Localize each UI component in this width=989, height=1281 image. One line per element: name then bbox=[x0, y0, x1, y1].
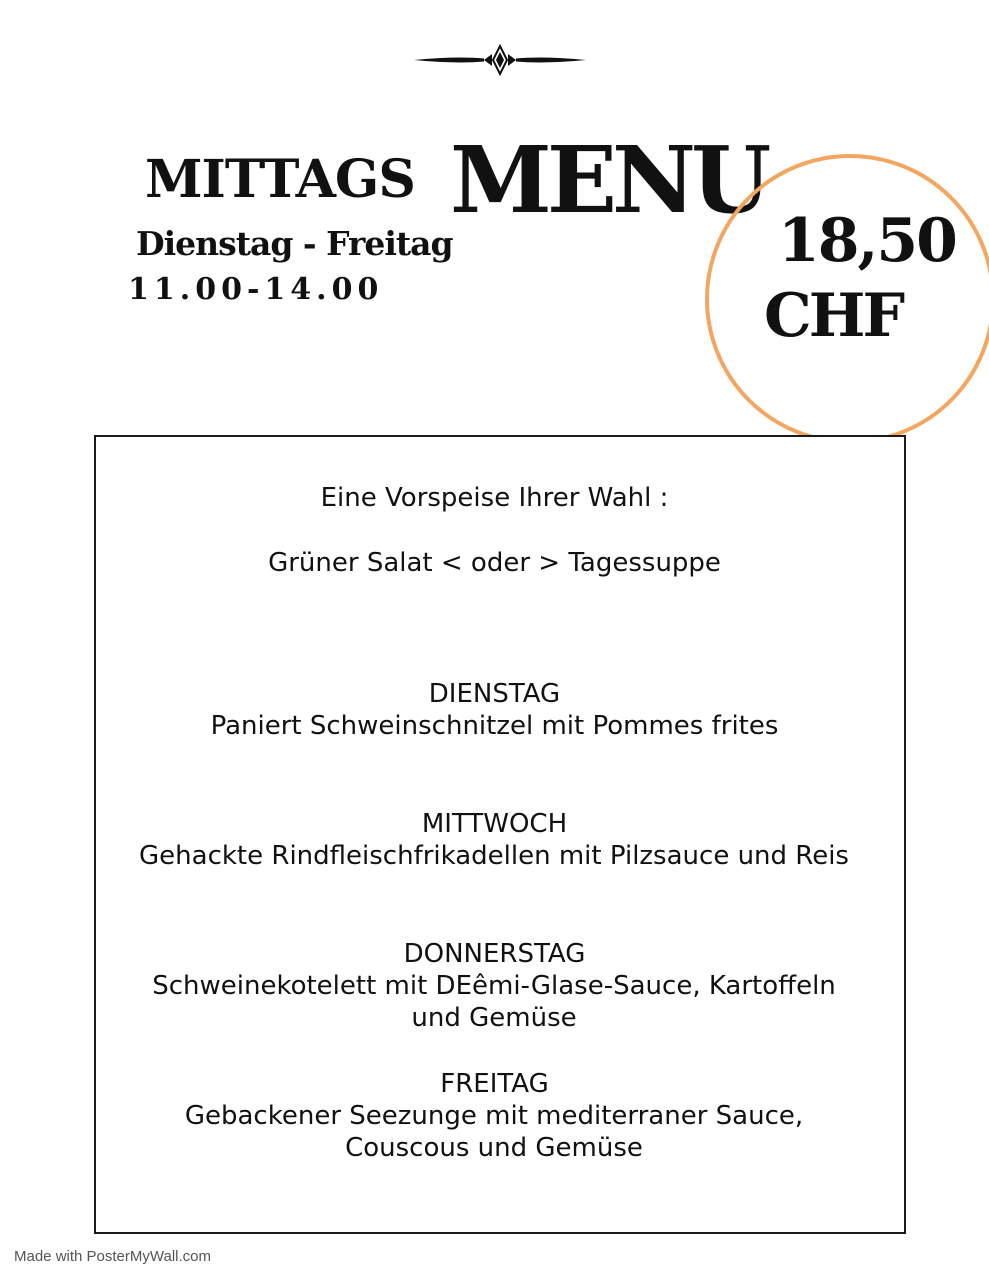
dish-dienstag: Paniert Schweinschnitzel mit Pommes frites bbox=[210, 711, 779, 741]
day-label-donnerstag: DONNERSTAG bbox=[403, 939, 586, 969]
service-hours: 11.00-14.00 bbox=[128, 272, 384, 307]
title-mittags: MITTAGS bbox=[145, 149, 415, 210]
dish-freitag: Gebackener Seezunge mit mediterraner Sauce, Couscous und Gemüse bbox=[184, 1101, 804, 1163]
starter-options: Grüner Salat < oder > Tagessuppe bbox=[268, 548, 721, 578]
ornament-divider-icon bbox=[412, 42, 588, 78]
day-label-mittwoch: MITTWOCH bbox=[421, 809, 568, 839]
starter-heading: Eine Vorspeise Ihrer Wahl : bbox=[320, 483, 669, 513]
dish-mittwoch: Gehackte Rindfleischfrikadellen mit Pilzsauce und Reis bbox=[139, 841, 849, 871]
price-currency: CHF bbox=[764, 281, 903, 351]
service-days: Dienstag - Freitag bbox=[136, 224, 453, 263]
footer-credit: Made with PosterMyWall.com bbox=[14, 1248, 211, 1265]
dish-donnerstag: Schweinekotelett mit DEêmi-Glase-Sauce, Kartoffeln und Gemüse bbox=[152, 971, 836, 1033]
day-label-dienstag: DIENSTAG bbox=[428, 679, 561, 709]
day-label-freitag: FREITAG bbox=[440, 1069, 549, 1099]
price-amount: 18,50 bbox=[778, 206, 956, 276]
title-menu: MENU bbox=[450, 126, 767, 234]
